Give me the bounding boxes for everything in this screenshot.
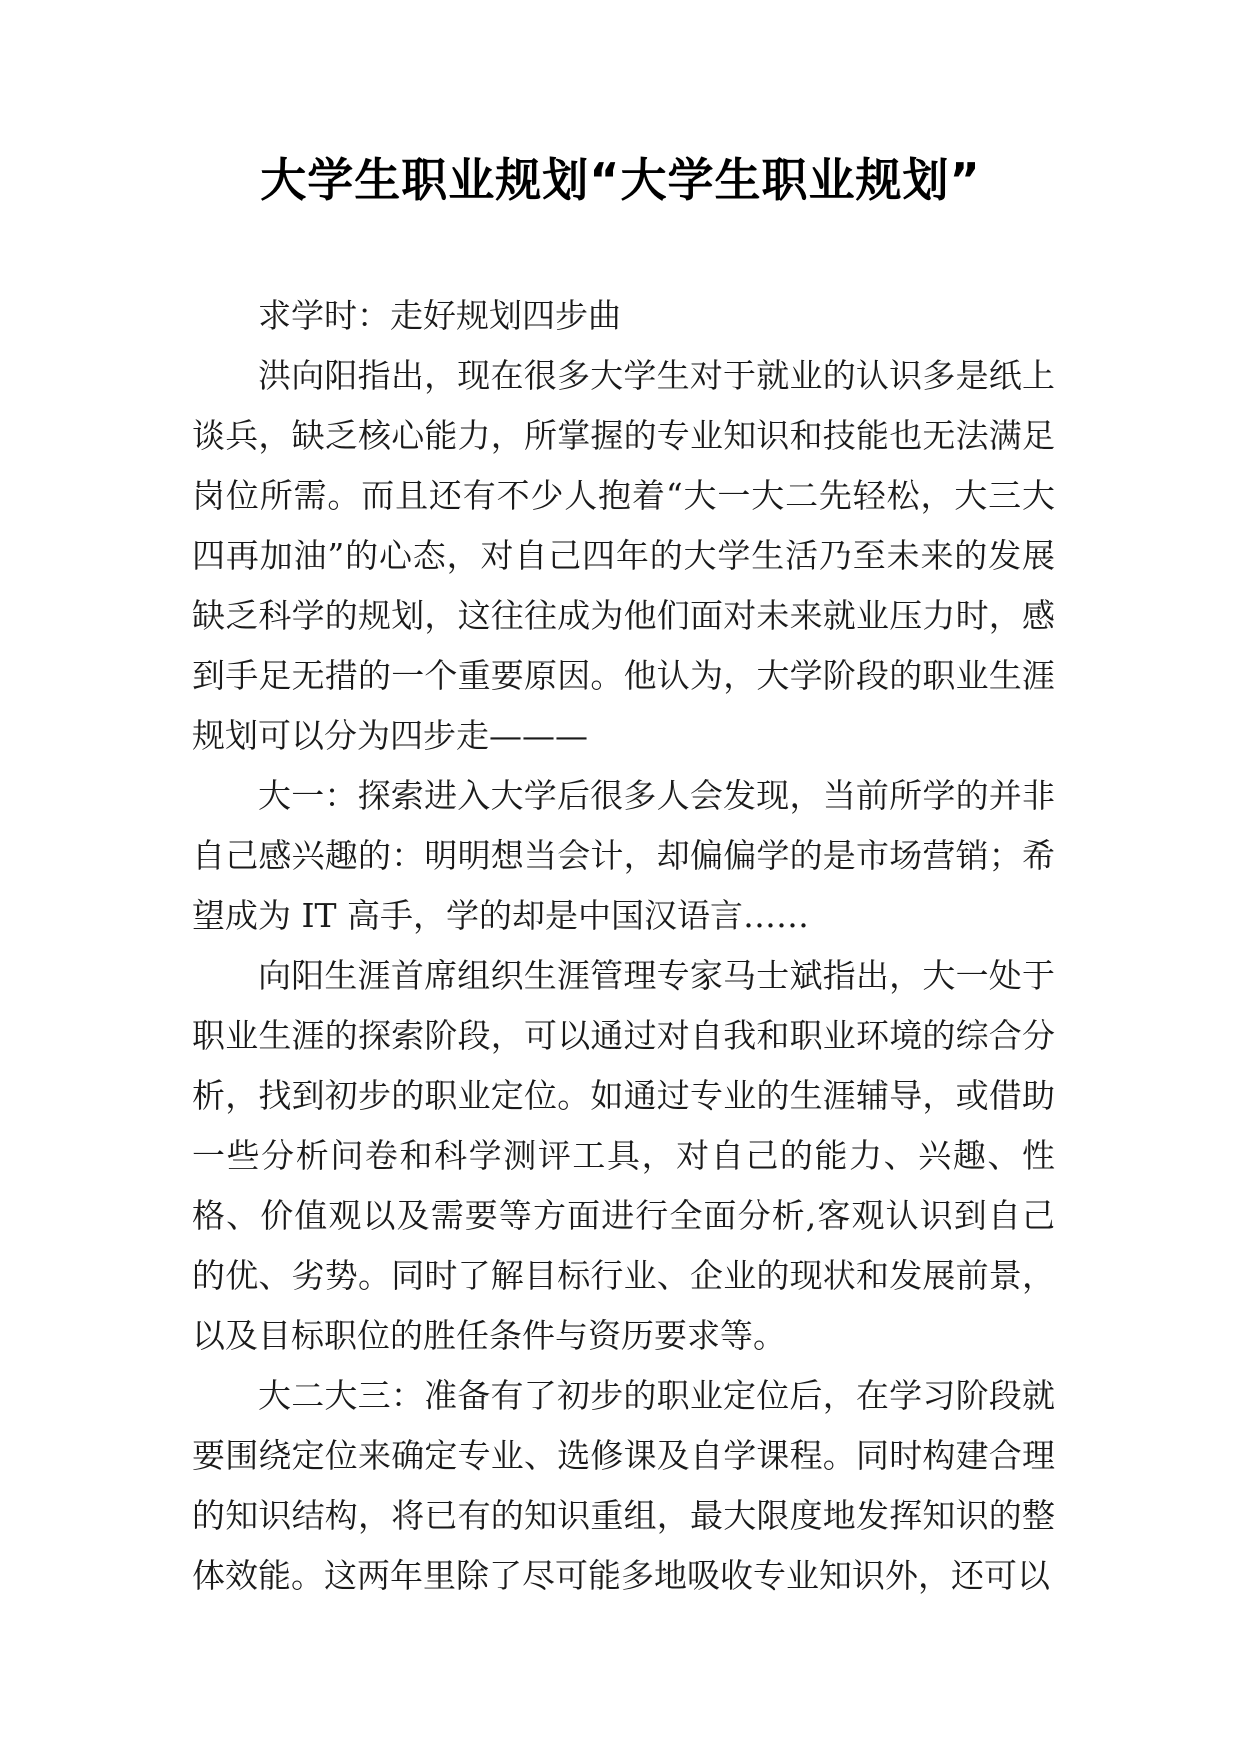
document-title: 大学生职业规划“大学生职业规划” bbox=[260, 153, 981, 207]
paragraph: 洪向阳指出，现在很多大学生对于就业的认识多是纸上谈兵，缺乏核心能力，所掌握的专业知识和技能也无法满足岗位所需。而且还有不少人抱着“大一大二先轻松，大三大四再加油”的心态，对自己四年的大学生活乃至未来的发展缺乏科学的规划，这往往成为他们面对未来就业压力时，感到手足无措的一个重要原因。他认为，大学阶段的职业生涯规划可以分为四步走——— bbox=[192, 356, 1055, 755]
paragraph: 大二大三：准备有了初步的职业定位后，在学习阶段就要围绕定位来确定专业、选修课及自学课程。同时构建合理的知识结构，将已有的知识重组，最大限度地发挥知识的整体效能。这两年里除了尽可能多地吸收专业知识外，还可以 bbox=[192, 1376, 1055, 1595]
document-body bbox=[192, 286, 1055, 1606]
paragraph: 大一：探索进入大学后很多人会发现，当前所学的并非自己感兴趣的：明明想当会计，却偏偏学的是市场营销；希望成为 IT 高手，学的却是中国汉语言…… bbox=[192, 776, 1055, 935]
paragraph: 向阳生涯首席组织生涯管理专家马士斌指出，大一处于职业生涯的探索阶段，可以通过对自我和职业环境的综合分析，找到初步的职业定位。如通过专业的生涯辅导，或借助一些分析问卷和科学测评工具，对自己的能力、兴趣、性格、价值观以及需要等方面进行全面分析,客观认识到自己的优、劣势。同时了解目标行业、企业的现状和发展前景，以及目标职位的胜任条件与资历要求等。 bbox=[192, 956, 1055, 1355]
paragraph-heading: 求学时：走好规划四步曲 bbox=[258, 296, 621, 335]
